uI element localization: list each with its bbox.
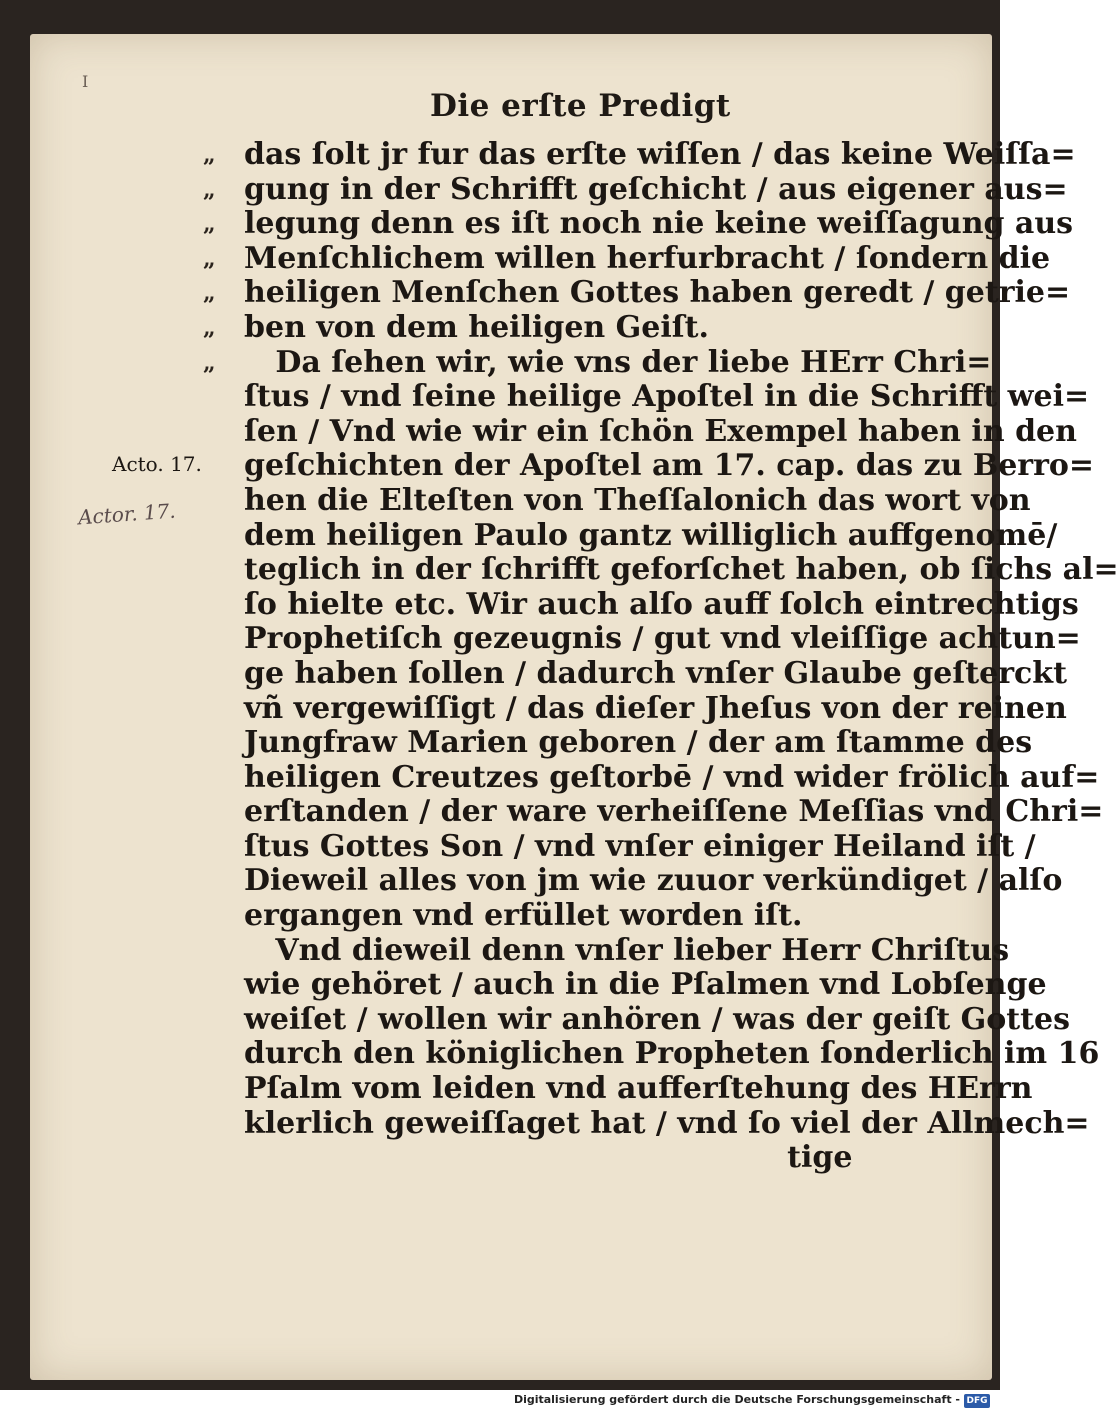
- corner-mark: I: [82, 72, 89, 91]
- text-line: erſtanden / der ware verheiſſene Meſſias vnd Chri=: [244, 794, 1104, 830]
- text-line: vñ vergewiſſigt / das dieſer Jheſus von der reinen: [244, 690, 1067, 726]
- text-line: ſo hielte etc. Wir auch alſo auff ſolch eintrechtigs: [244, 586, 1079, 622]
- text-line: durch den königlichen Propheten ſonderlich im 16: [244, 1036, 1100, 1072]
- text-line: ben von dem heiligen Geiſt.: [244, 309, 709, 345]
- text-line: ſen / Vnd wie wir ein ſchön Exempel haben in den: [244, 413, 1077, 449]
- quote-mark: „: [203, 245, 216, 272]
- footer-bar: [0, 1392, 1000, 1411]
- quote-mark: „: [203, 314, 216, 341]
- quotation-marks: [203, 138, 237, 380]
- quote-mark: „: [203, 280, 216, 307]
- text-line: wie gehöret / auch in die Pſalmen vnd Lobſenge: [244, 967, 1047, 1003]
- text-line: das ſolt jr fur das erſte wiſſen / das keine Weiſſa=: [244, 137, 1076, 172]
- text-line: tige: [244, 1140, 853, 1176]
- margin-note-handwritten: Actor. 17.: [77, 498, 177, 530]
- text-line: Dieweil alles von jm wie zuuor verkündiget / alſo: [244, 863, 1063, 899]
- text-line: ſtus Gottes Son / vnd vnſer einiger Heiland iſt /: [244, 828, 1036, 864]
- text-line: weiſet / wollen wir anhören / was der geiſt Gottes: [244, 1001, 1070, 1037]
- dfg-logo-icon: DFG: [964, 1394, 990, 1408]
- quote-mark: „: [203, 349, 216, 376]
- text-line: ſtus / vnd ſeine heilige Apoſtel in die Schrifft wei=: [244, 379, 1090, 415]
- text-line: Vnd dieweil denn vnſer lieber Herr Chriſtus: [244, 932, 1010, 968]
- text-line: Pſalm vom leiden vnd aufferſtehung des HErrn: [244, 1071, 1033, 1107]
- text-line: legung denn es iſt noch nie keine weiſſagung aus: [244, 206, 1074, 242]
- text-line: hen die Elteſten von Theſſalonich das wort von: [244, 482, 1031, 518]
- quote-mark: „: [203, 142, 216, 168]
- text-line: Prophetiſch gezeugnis / gut vnd vleiſſige achtun=: [244, 621, 1081, 657]
- text-line: Da ſehen wir, wie vns der liebe HErr Chri=: [244, 344, 992, 380]
- text-line: heiligen Creutzes geſtorbē / vnd wider frölich auf=: [244, 759, 1100, 795]
- text-line: gung in der Schrifft geſchicht / aus eigener aus=: [244, 171, 1068, 207]
- margin-note-printed: Acto. 17.: [112, 452, 202, 476]
- text-line: Jungfraw Marien geboren / der am ſtamme des: [244, 725, 1033, 761]
- running-header: Die erſte Predigt: [430, 88, 731, 124]
- text-line: klerlich geweiſſaget hat / vnd ſo viel der Allmech=: [244, 1105, 1090, 1141]
- quote-mark: „: [203, 211, 216, 238]
- text-line: heiligen Menſchen Gottes haben geredt / getrie=: [244, 275, 1071, 311]
- text-line: Menſchlichem willen herfurbracht / ſondern die: [244, 240, 1051, 276]
- text-line: teglich in der ſchrifft geforſchet haben, ob ſichs al=: [244, 552, 1119, 588]
- text-line: dem heiligen Paulo gantz williglich auffgenomē/: [244, 517, 1058, 553]
- text-line: ge haben ſollen / dadurch vnſer Glaube geſterckt: [244, 655, 1067, 691]
- quote-mark: „: [203, 176, 216, 203]
- footer-credit: Digitalisierung gefördert durch die Deutsche Forschungsgemeinschaft -: [513, 1393, 960, 1406]
- text-line: geſchichten der Apoſtel am 17. cap. das zu Berro=: [244, 448, 1095, 484]
- body-text: [244, 137, 1119, 1176]
- text-line: ergangen vnd erfüllet worden iſt.: [244, 898, 803, 934]
